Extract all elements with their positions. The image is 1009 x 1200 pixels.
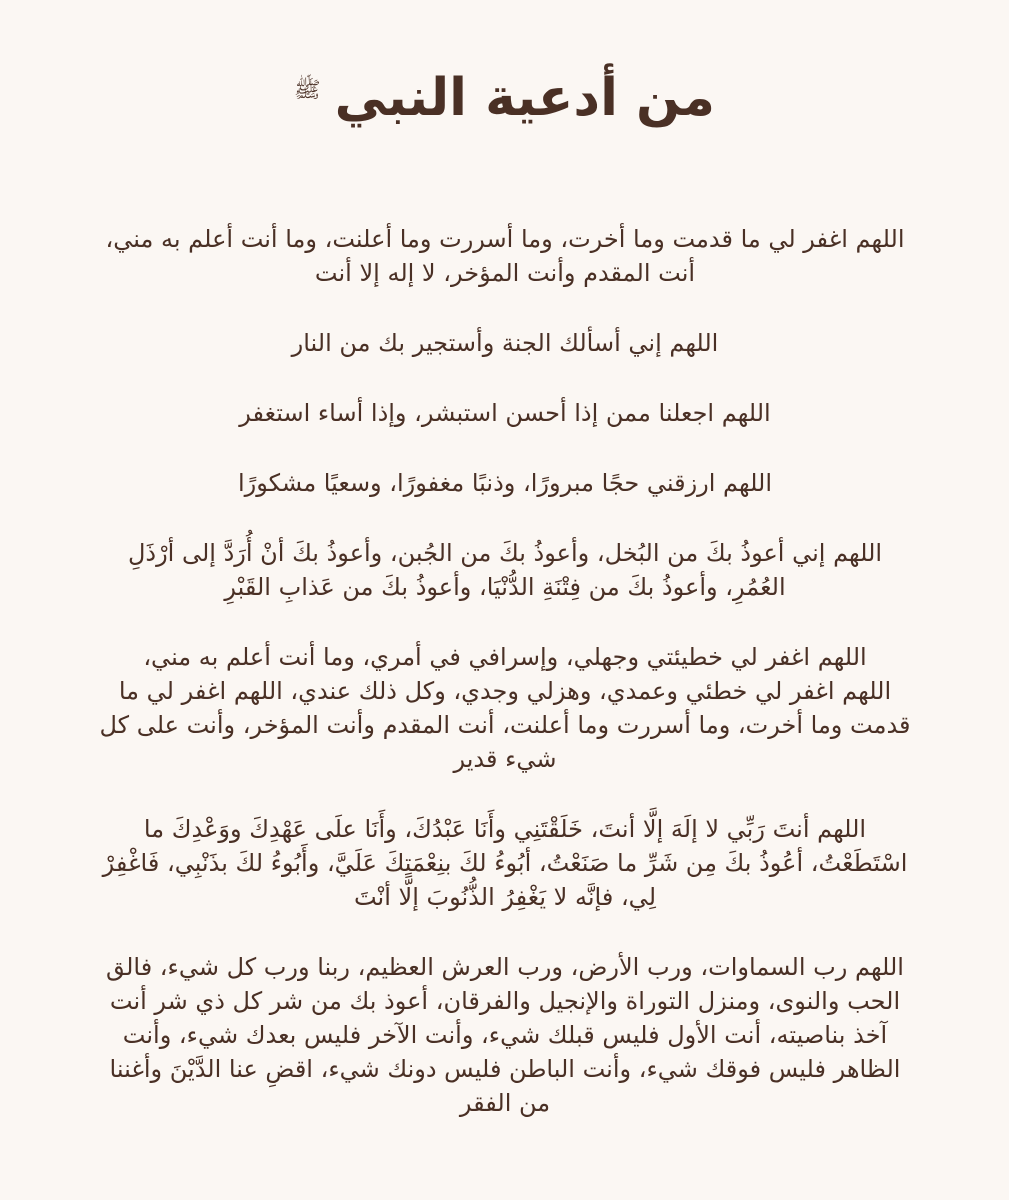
dua-line: أنت المقدم وأنت المؤخر، لا إله إلا أنت [314,259,696,287]
dua-line: اللهم اجعلنا ممن إذا أحسن استبشر، وإذا أساء استغفر [239,399,771,427]
dua-line: اللهم اغفر لي خطيئتي وجهلي، وإسرافي في أمري، وما أنت أعلم به مني، [143,643,867,671]
dua-line: اللهم إني أعوذُ بكَ من البُخل، وأعوذُ بكَ من الجُبن، وأعوذُ بكَ أنْ أُرَدَّ إلى أرْذَلِ [127,539,883,567]
dua-line: اللهم اغفر لي خطئي وعمدي، وهزلي وجدي، وكل ذلك عندي، اللهم اغفر لي ما [118,677,892,705]
dua-line: قدمت وما أخرت، وما أسررت وما أعلنت، أنت المقدم وأنت المؤخر، وأنت على كل [99,711,911,739]
dua-line: العُمُرِ، وأعوذُ بكَ من فِتْنَةِ الدُّنْيَا، وأعوذُ بكَ من عَذابِ القَبْرِ [224,573,786,601]
dua-line: الظاهر فليس فوقك شيء، وأنت الباطن فليس دونك شيء، اقضِ عنا الدَّيْنَ وأغننا [109,1055,901,1083]
honorific-glyph: ﷺ [294,78,321,103]
dua-line: لِي، فإنَّه لا يَغْفِرُ الذُّنُوبَ إلَّا أنْتَ [353,883,656,911]
dua-paragraph [55,466,955,500]
dua-line: اللهم إني أسألك الجنة وأستجير بك من النار [291,329,719,357]
dua-line: شيء قدير [453,745,557,773]
dua-line: اللهم ارزقني حجًا مبرورًا، وذنبًا مغفورًا، وسعيًا مشكورًا [238,469,772,497]
title-row [0,58,1009,138]
dua-line: من الفقر [459,1089,551,1117]
dua-paragraph [55,950,955,1120]
dua-paragraph [55,396,955,430]
dua-paragraph [55,812,955,914]
dua-line: اللهم رب السماوات، ورب الأرض، ورب العرش العظيم، ربنا ورب كل شيء، فالق [106,953,904,981]
dua-line: الحب والنوى، ومنزل التوراة والإنجيل والفرقان، أعوذ بك من شر كل ذي شر أنت [109,987,901,1015]
dua-line: اللهم اغفر لي ما قدمت وما أخرت، وما أسررت وما أعلنت، وما أنت أعلم به مني، [105,225,905,253]
dua-paragraph [55,536,955,604]
dua-line: آخذ بناصيته، أنت الأول فليس قبلك شيء، وأنت الآخر فليس بعدك شيء، وأنت [122,1021,888,1049]
dua-paragraph [55,326,955,360]
supplications-list [55,222,955,1156]
dua-line: اسْتَطَعْتُ، أعُوذُ بكَ مِن شَرِّ ما صَنَعْتُ، أبُوءُ لكَ بنِعْمَتِكَ عَلَيَّ، وأَبُوءُ لكَ بذَنْبِي، فَاغْفِرْ [102,849,908,877]
dua-paragraph [55,222,955,290]
dua-line: اللهم أنتَ رَبِّي لا إلَهَ إلَّا أنتَ، خَلَقْتَنِي وأَنَا عَبْدُكَ، وأَنَا علَى عَهْدِكَ ووَعْدِكَ ما [143,815,867,843]
page-title: من أدعية النبي [334,68,715,128]
dua-paragraph [55,640,955,776]
